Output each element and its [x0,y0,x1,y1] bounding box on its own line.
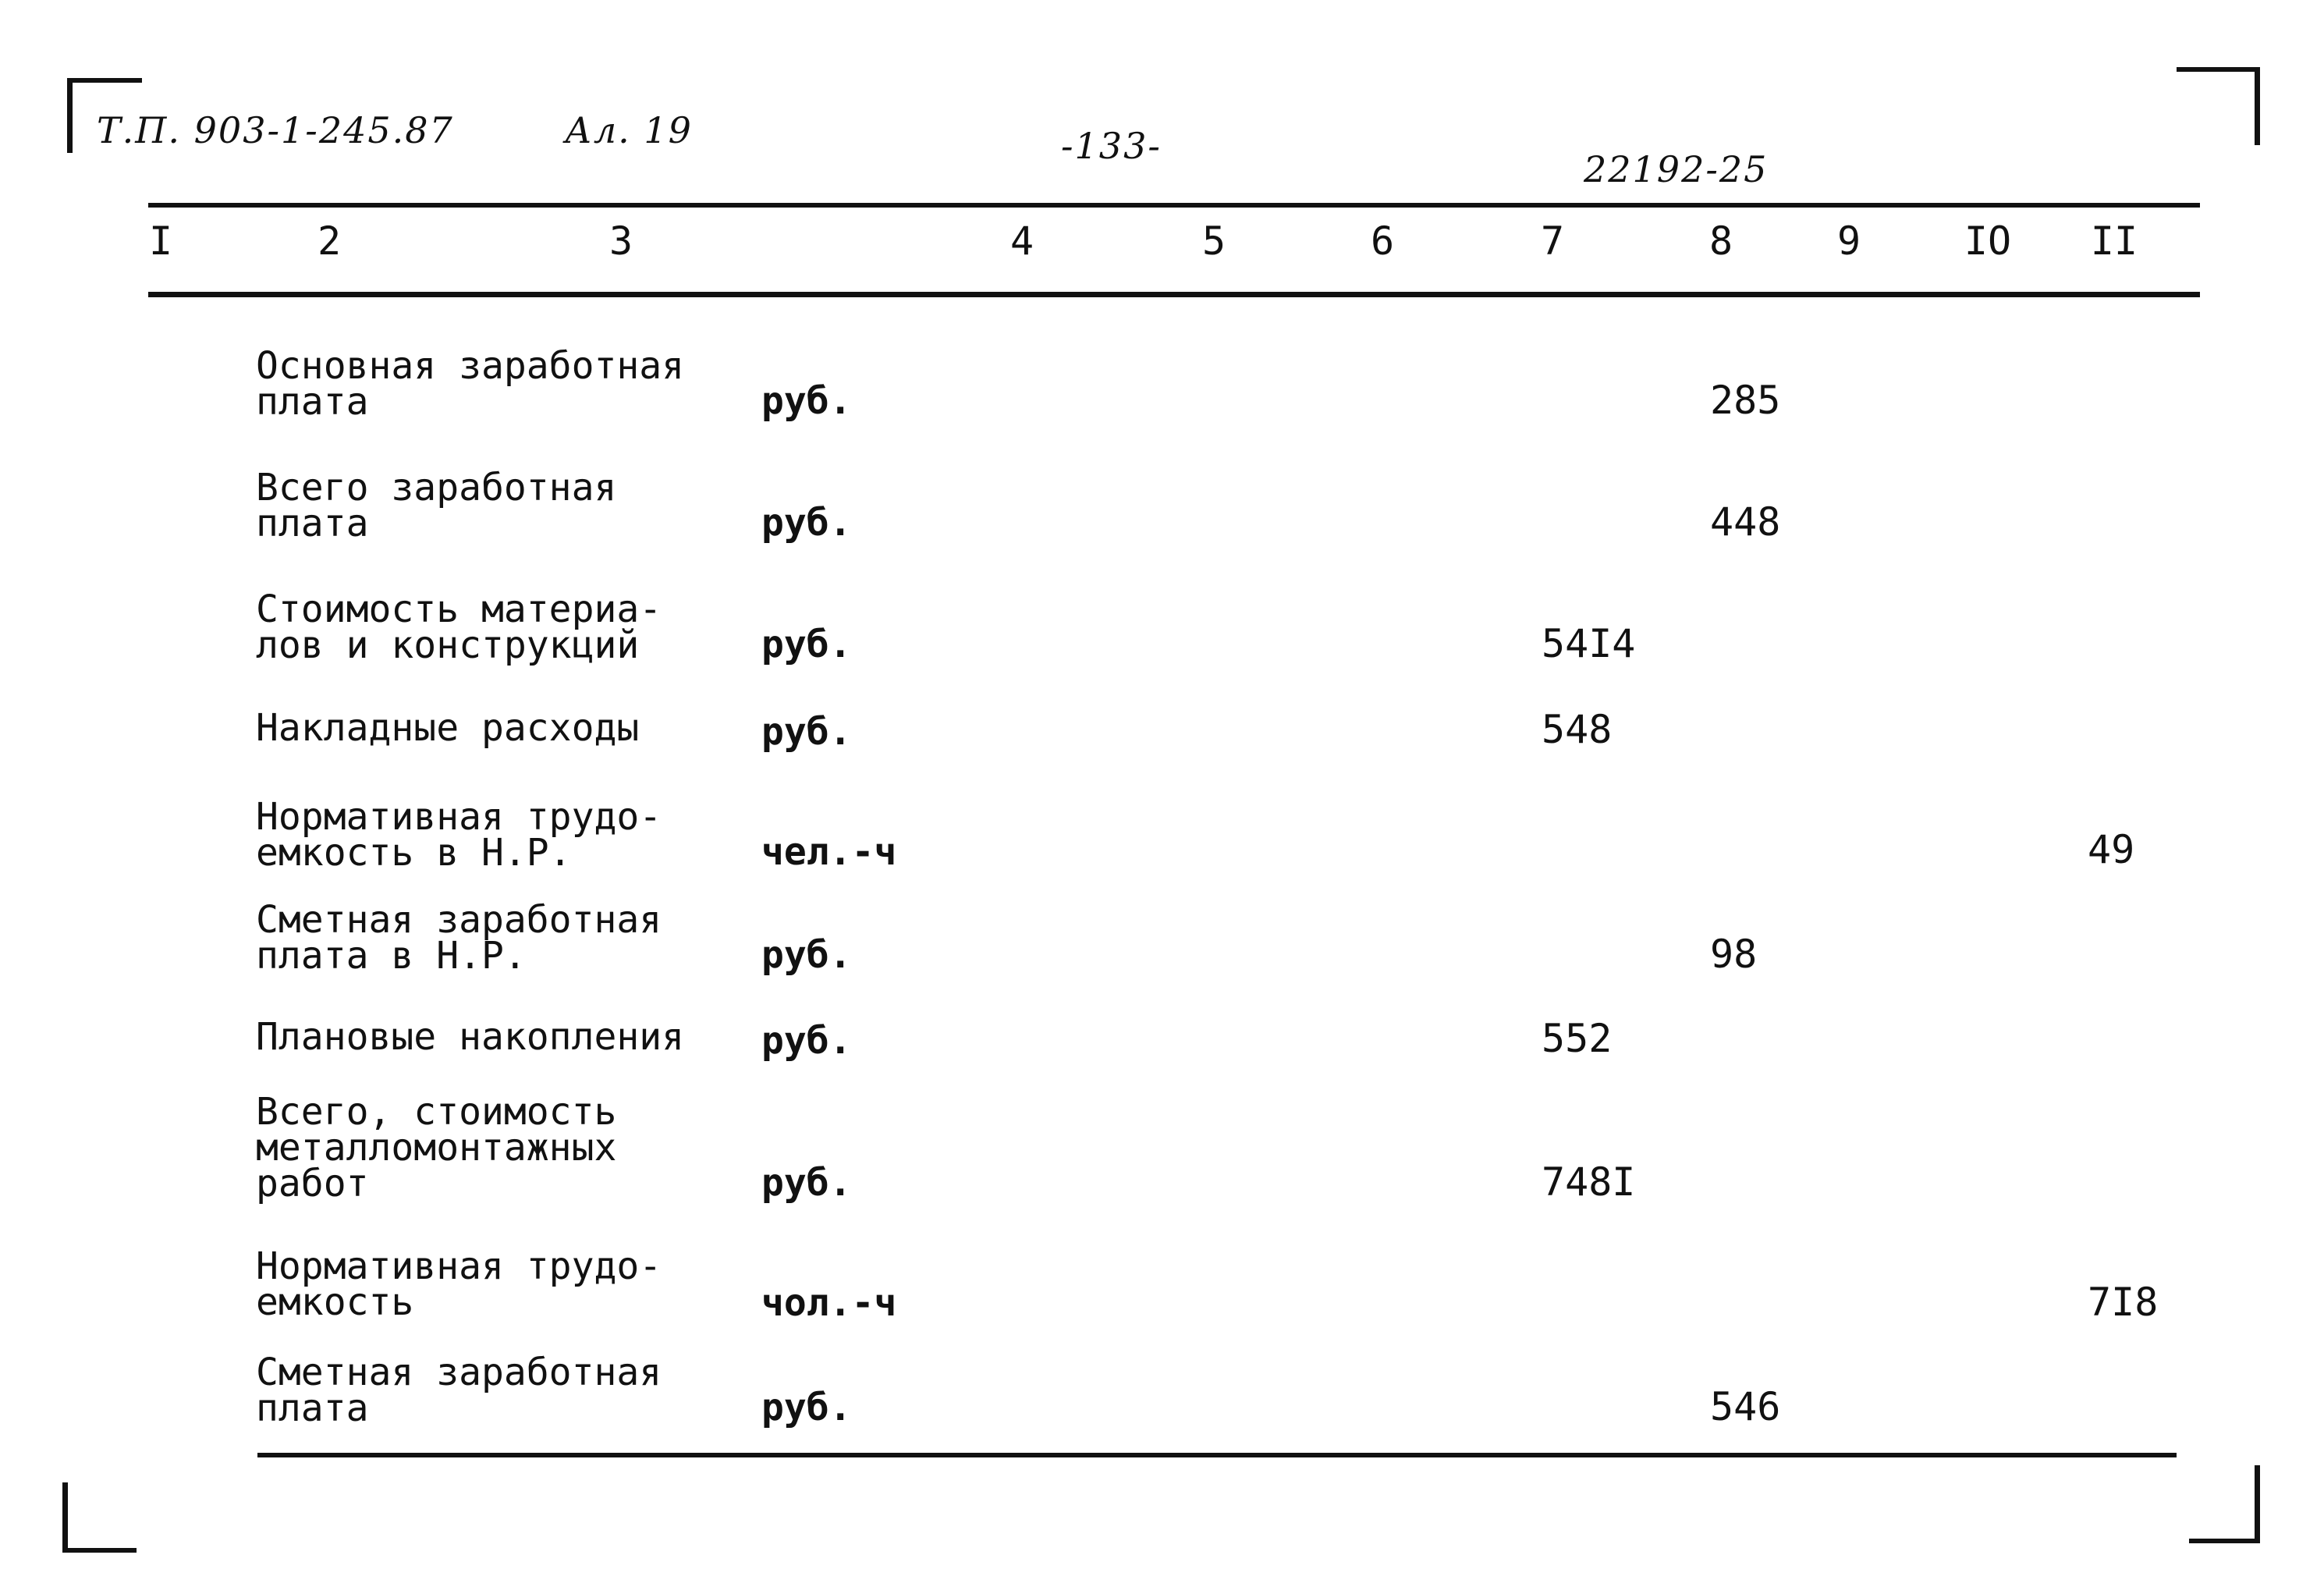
column-number: 8 [1708,218,1733,264]
row-label: Всего, стоимость металломонтажных работ [256,1090,617,1205]
row-unit: руб. [761,933,852,977]
row-unit: руб. [761,623,852,666]
column-number: 5 [1201,218,1226,264]
column-number: 9 [1836,218,1861,264]
row-label: Нормативная трудо- емкость [256,1244,662,1324]
column-number: 6 [1370,218,1395,264]
row-value: 98 [1710,932,1758,977]
row-label: Сметная заработная плата в Н.Р. [256,898,662,978]
row-unit: руб. [761,501,852,545]
row-unit: руб. [761,1386,852,1429]
column-number: II [2090,218,2138,264]
row-value: 748I [1542,1159,1636,1205]
row-unit: чол.-ч [761,1281,897,1325]
row-label: Основная заработная плата [256,344,685,424]
row-label: Всего заработная плата [256,466,617,545]
row-unit: чел.-ч [761,830,897,874]
row-value: 285 [1710,378,1781,423]
column-number: 4 [1009,218,1034,264]
row-unit: руб. [761,710,852,754]
row-value: 546 [1710,1384,1781,1429]
column-number: I [148,218,173,264]
page-number: -133- [1061,125,1162,167]
column-number: IO [1964,218,2012,264]
row-label: Плановые накопления [256,1015,685,1059]
corner-bracket-bottom-right-vertical [2255,1465,2260,1543]
corner-bracket-top-left-vertical [67,78,73,153]
corner-bracket-top-right-vertical [2255,67,2260,145]
row-label: Нормативная трудо- емкость в Н.Р. [256,795,662,875]
row-unit: руб. [761,379,852,423]
row-label: Накладные расходы [256,706,640,750]
row-value: 49 [2088,827,2135,872]
corner-bracket-top-right-horizontal [2177,67,2259,72]
corner-bracket-top-left-horizontal [67,78,142,83]
row-unit: руб. [761,1161,852,1205]
corner-bracket-bottom-left-vertical [62,1482,68,1553]
column-number: 2 [317,218,342,264]
row-unit: руб. [761,1019,852,1063]
row-value: 54I4 [1542,621,1636,666]
header-rule-top [148,203,2200,208]
row-value: 448 [1710,499,1781,545]
header-rule-bottom [148,292,2200,297]
corner-bracket-bottom-left-horizontal [62,1548,137,1553]
column-number: 7 [1540,218,1565,264]
sheet-code: 22192-25 [1584,148,1769,190]
row-label: Стоимость материа- лов и конструкций [256,588,662,667]
document-code: Т.П. 903-1-245.87 [97,109,454,151]
row-value: 552 [1542,1016,1613,1061]
column-number: 3 [608,218,633,264]
album-number: Ал. 19 [565,109,693,151]
row-value: 548 [1542,707,1613,752]
row-label: Сметная заработная плата [256,1351,662,1430]
corner-bracket-bottom-right-horizontal [2189,1539,2260,1543]
row-value: 7I8 [2088,1280,2159,1325]
table-bottom-rule [257,1453,2177,1457]
